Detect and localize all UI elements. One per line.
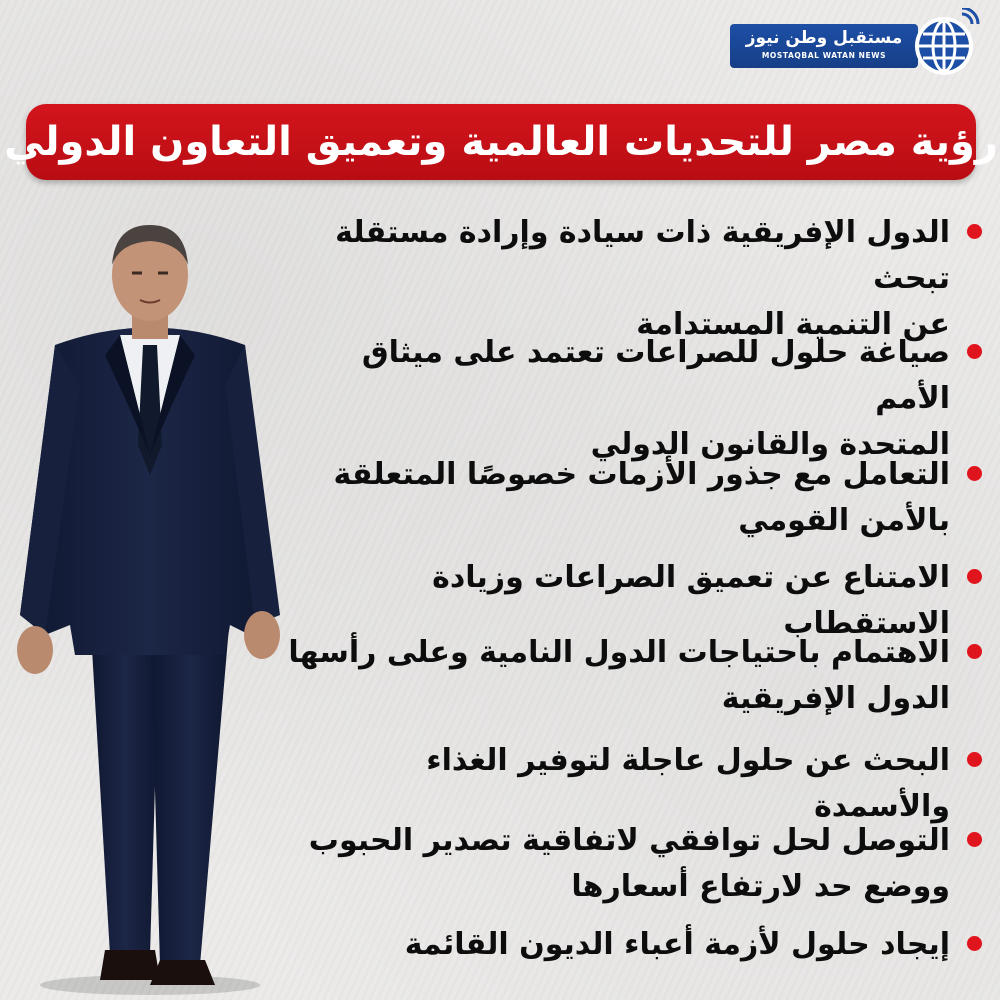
brand-logo — [718, 8, 980, 78]
page-title: رؤية مصر للتحديات العالمية وتعميق التعاون الدولي — [4, 119, 998, 165]
globe-icon — [908, 8, 980, 80]
point-item — [282, 330, 982, 468]
bullet-dot-icon — [967, 752, 982, 767]
point-text: التوصل لحل توافقي لاتفاقية تصدير الحبوب ووضع حد لارتفاع أسعارها — [308, 823, 950, 904]
point-text: التعامل مع جذور الأزمات خصوصًا المتعلقة بالأمن القومي — [333, 457, 950, 538]
point-text: الاهتمام باحتياجات الدول النامية وعلى رأسها الدول الإفريقية — [288, 635, 950, 716]
person-figure-image — [0, 195, 300, 1000]
point-text: الدول الإفريقية ذات سيادة وإرادة مستقلة تبحث عن التنمية المستدامة — [335, 215, 950, 342]
point-item — [282, 738, 982, 830]
bullet-dot-icon — [967, 224, 982, 239]
bullet-dot-icon — [967, 344, 982, 359]
bullet-dot-icon — [967, 936, 982, 951]
bullet-dot-icon — [967, 832, 982, 847]
point-item — [282, 922, 982, 968]
point-item — [282, 630, 982, 722]
title-banner — [4, 104, 998, 180]
bullet-dot-icon — [967, 466, 982, 481]
logo-english-text: MOSTAQBAL WATAN NEWS — [761, 51, 887, 60]
bullet-dot-icon — [967, 644, 982, 659]
point-item — [282, 210, 982, 348]
point-text: الامتناع عن تعميق الصراعات وزيادة الاستقطاب — [432, 560, 950, 641]
point-text: إيجاد حلول لأزمة أعباء الديون القائمة — [404, 927, 950, 962]
point-text: البحث عن حلول عاجلة لتوفير الغذاء والأسمدة — [426, 743, 950, 824]
point-item — [282, 818, 982, 910]
point-item — [282, 452, 982, 544]
bullet-dot-icon — [967, 569, 982, 584]
point-text: صياغة حلول للصراعات تعتمد على ميثاق الأمم المتحدة والقانون الدولي — [361, 335, 950, 462]
logo-arabic-text: مستقبل وطن نيوز — [745, 28, 903, 48]
logo-wordmark — [730, 24, 918, 68]
